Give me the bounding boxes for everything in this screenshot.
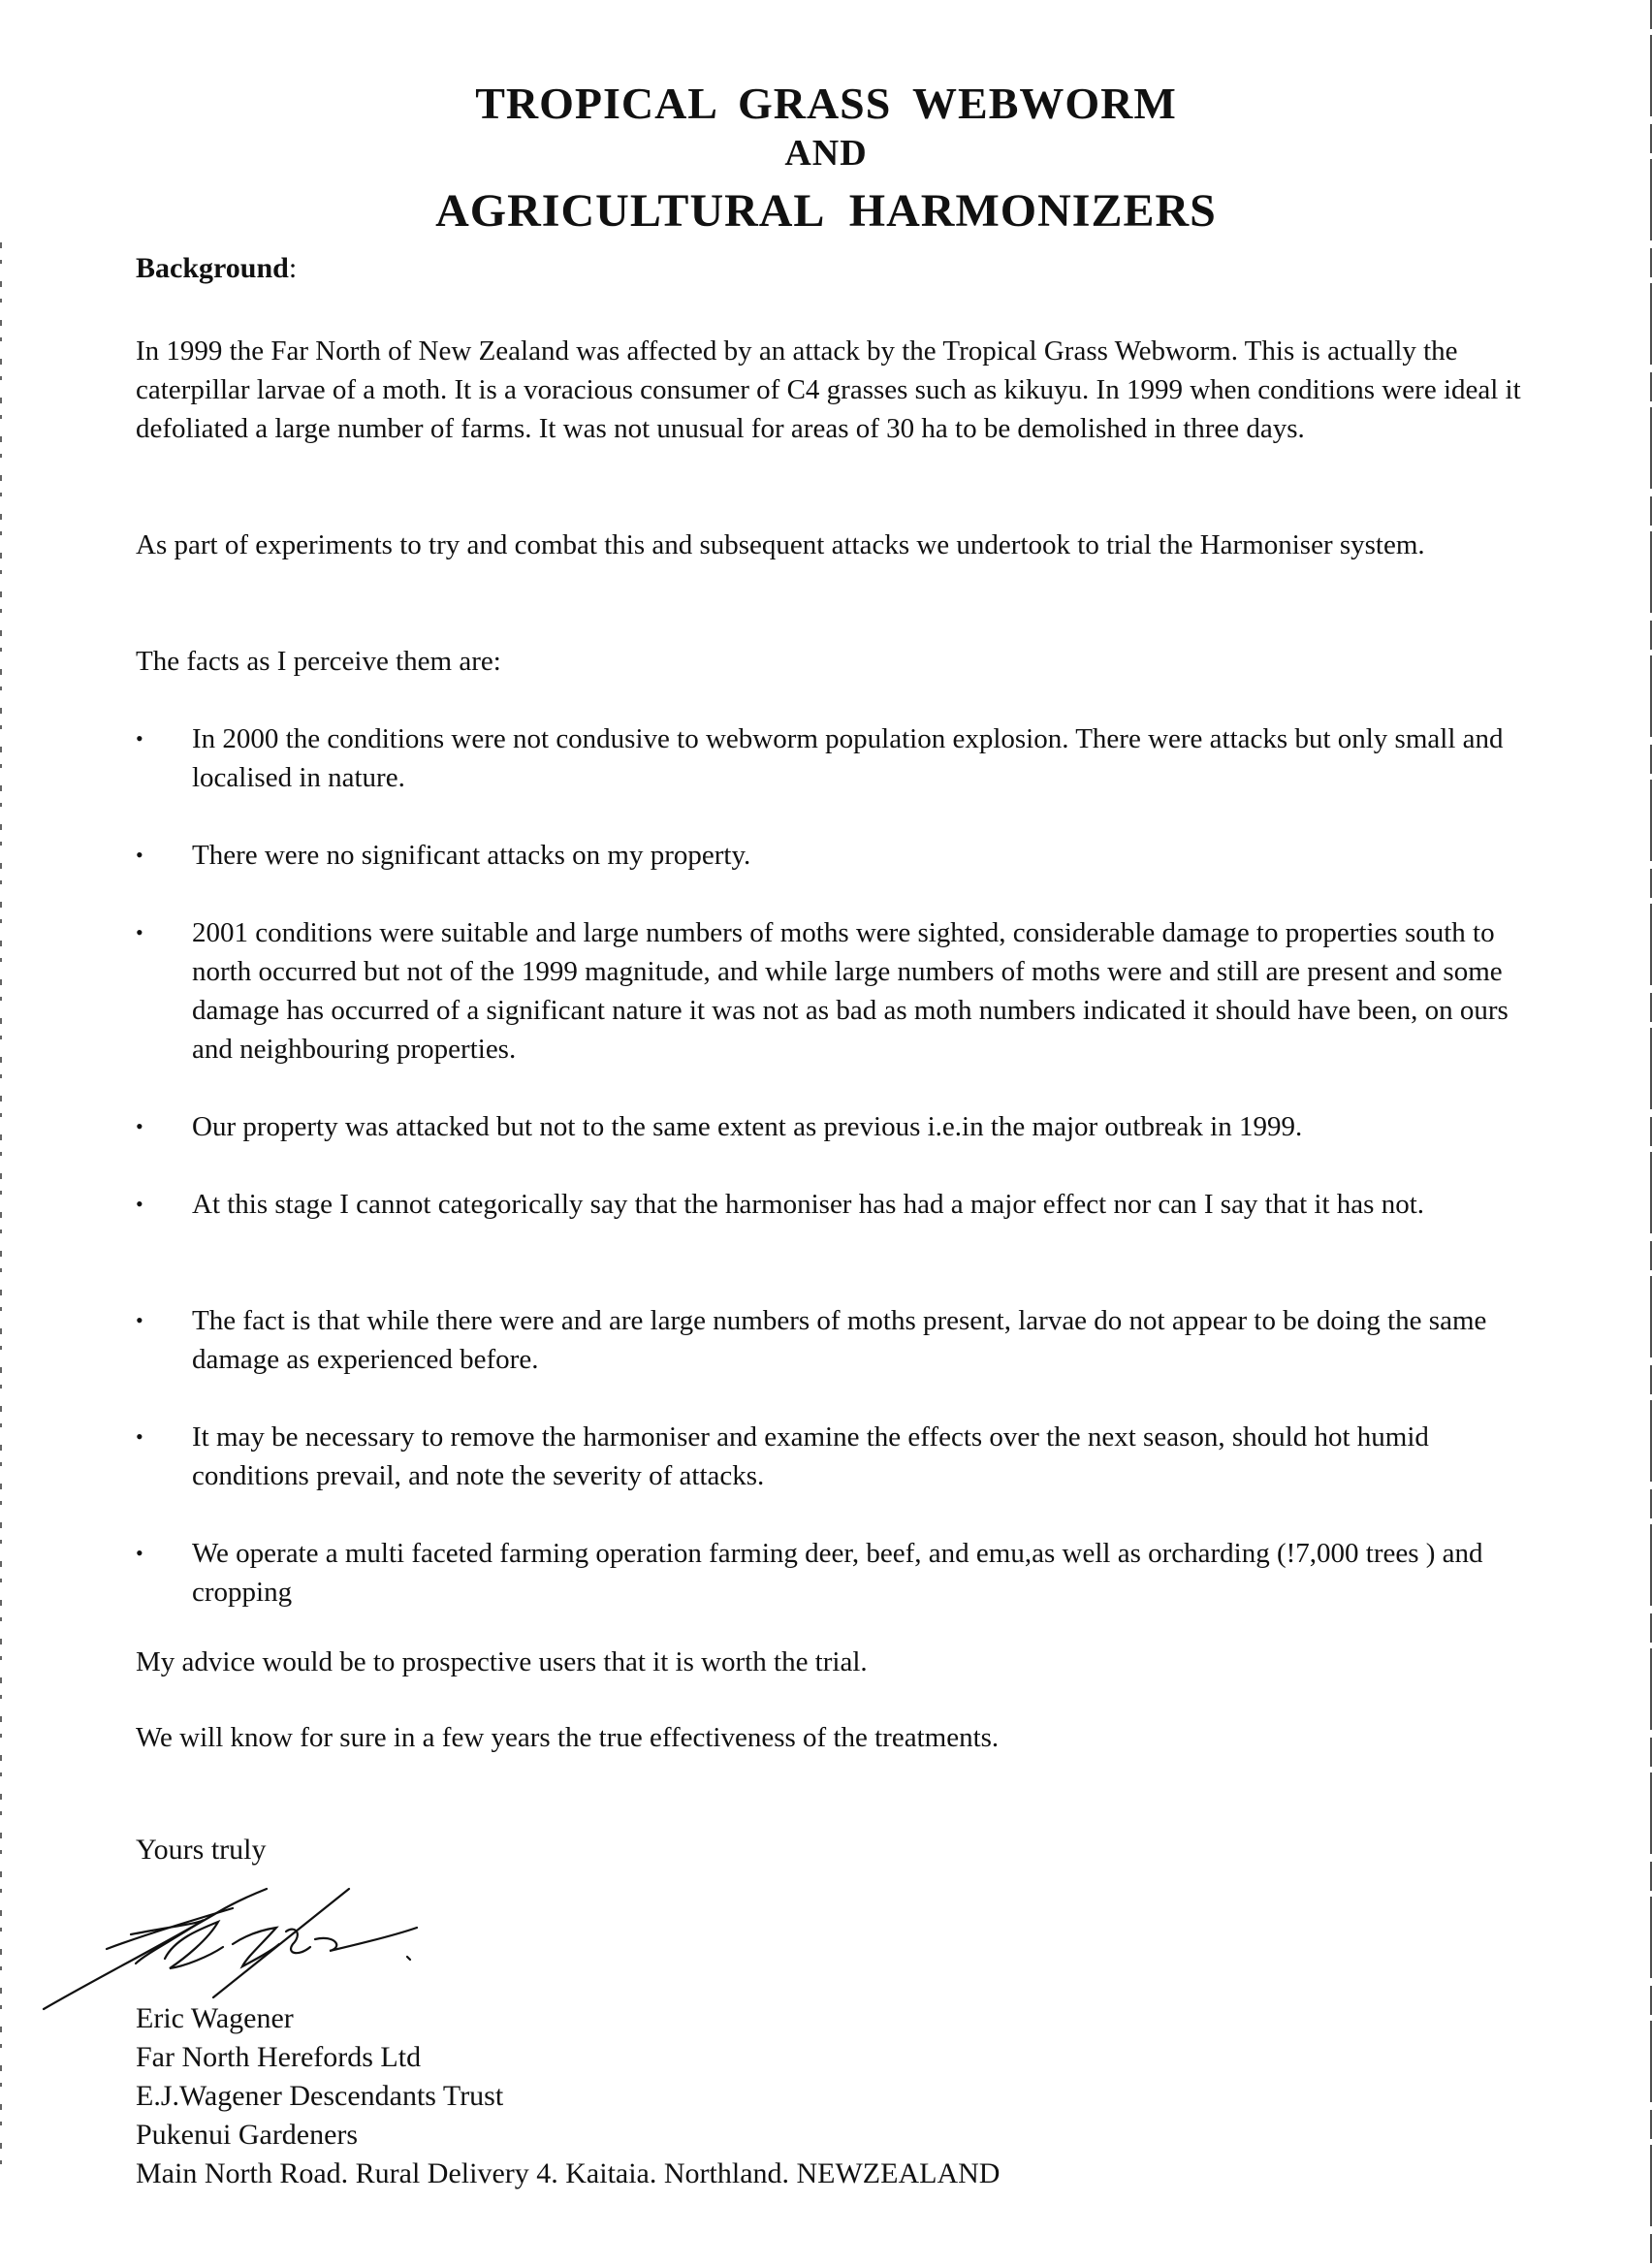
paragraph-experiments: As part of experiments to try and combat this and subsequent attacks we undertook to trial the Harmoniser system. — [136, 529, 1425, 560]
list-item-text: Our property was attacked but not to the same extent as previous i.e.in the major outbreak in 1999. — [192, 1111, 1303, 1142]
section-heading — [136, 252, 297, 285]
scan-edge-left — [0, 242, 2, 2182]
bullet-icon: • — [136, 1308, 143, 1332]
list-item-text: There were no significant attacks on my property. — [192, 840, 751, 871]
signatory-line: E.J.Wagener Descendants Trust — [136, 2080, 504, 2112]
document-title-line-1: TROPICAL GRASS WEBWORM — [475, 79, 1177, 128]
list-item-text: At this stage I cannot categorically say that the harmoniser has had a major effect nor can I say that it has not. — [192, 1189, 1425, 1220]
bullet-icon: • — [136, 1192, 143, 1216]
paragraph-facts-lead: The facts as I perceive them are: — [136, 646, 501, 677]
signatory-line: Pukenui Gardeners — [136, 2119, 359, 2151]
list-item-text: In 2000 the conditions were not condusive to webworm population explosion. There were attacks but only small and localised in nature. — [192, 723, 1504, 793]
paragraph-advice: My advice would be to prospective users that it is worth the trial. — [136, 1646, 868, 1677]
section-heading-colon: : — [288, 252, 298, 284]
section-heading-text: Background — [136, 252, 289, 284]
paragraph-intro: In 1999 the Far North of New Zealand was affected by an attack by the Tropical Grass Webworm. This is actually the caterpillar larvae of a moth. It is a voracious consumer of C4 grasses such as kikuyu. In 1999 when conditions were ideal it defoliated a large number of farms. It was not unusual for areas of 30 ha to be demolished in three days. — [136, 335, 1521, 444]
bullet-icon: • — [136, 1114, 143, 1138]
bullet-icon: • — [136, 1424, 143, 1449]
sign-off: Yours truly — [136, 1834, 267, 1866]
bullet-icon: • — [136, 1541, 143, 1565]
signatory-address: Main North Road. Rural Delivery 4. Kaitaia. Northland. NEWZEALAND — [136, 2157, 1001, 2189]
list-item-text: 2001 conditions were suitable and large numbers of moths were sighted, considerable damage to properties south to north occurred but not of the 1999 magnitude, and while large numbers of moths were and still are present and some damage has occurred of a significant nature it was not as bad as moth numbers indicated it should have been, on ours and neighbouring properties. — [192, 917, 1509, 1065]
bullet-icon: • — [136, 726, 143, 750]
list-item-text: We operate a multi faceted farming operation farming deer, beef, and emu,as well as orcharding (!7,000 trees ) and cropping — [192, 1538, 1483, 1608]
document-title-line-2: AND — [784, 133, 868, 174]
paragraph-outlook: We will know for sure in a few years the true effectiveness of the treatments. — [136, 1722, 1000, 1753]
bullet-icon: • — [136, 920, 143, 944]
signatory-name: Eric Wagener — [136, 2002, 294, 2034]
signatory-line: Far North Herefords Ltd — [136, 2041, 422, 2073]
bullet-icon: • — [136, 843, 143, 867]
list-item-text: The fact is that while there were and are large numbers of moths present, larvae do not appear to be doing the same damage as experienced before. — [192, 1305, 1487, 1375]
document-title-line-3: AGRICULTURAL HARMONIZERS — [435, 185, 1217, 237]
list-item-text: It may be necessary to remove the harmoniser and examine the effects over the next season, should hot humid conditions prevail, and note the severity of attacks. — [192, 1421, 1429, 1491]
